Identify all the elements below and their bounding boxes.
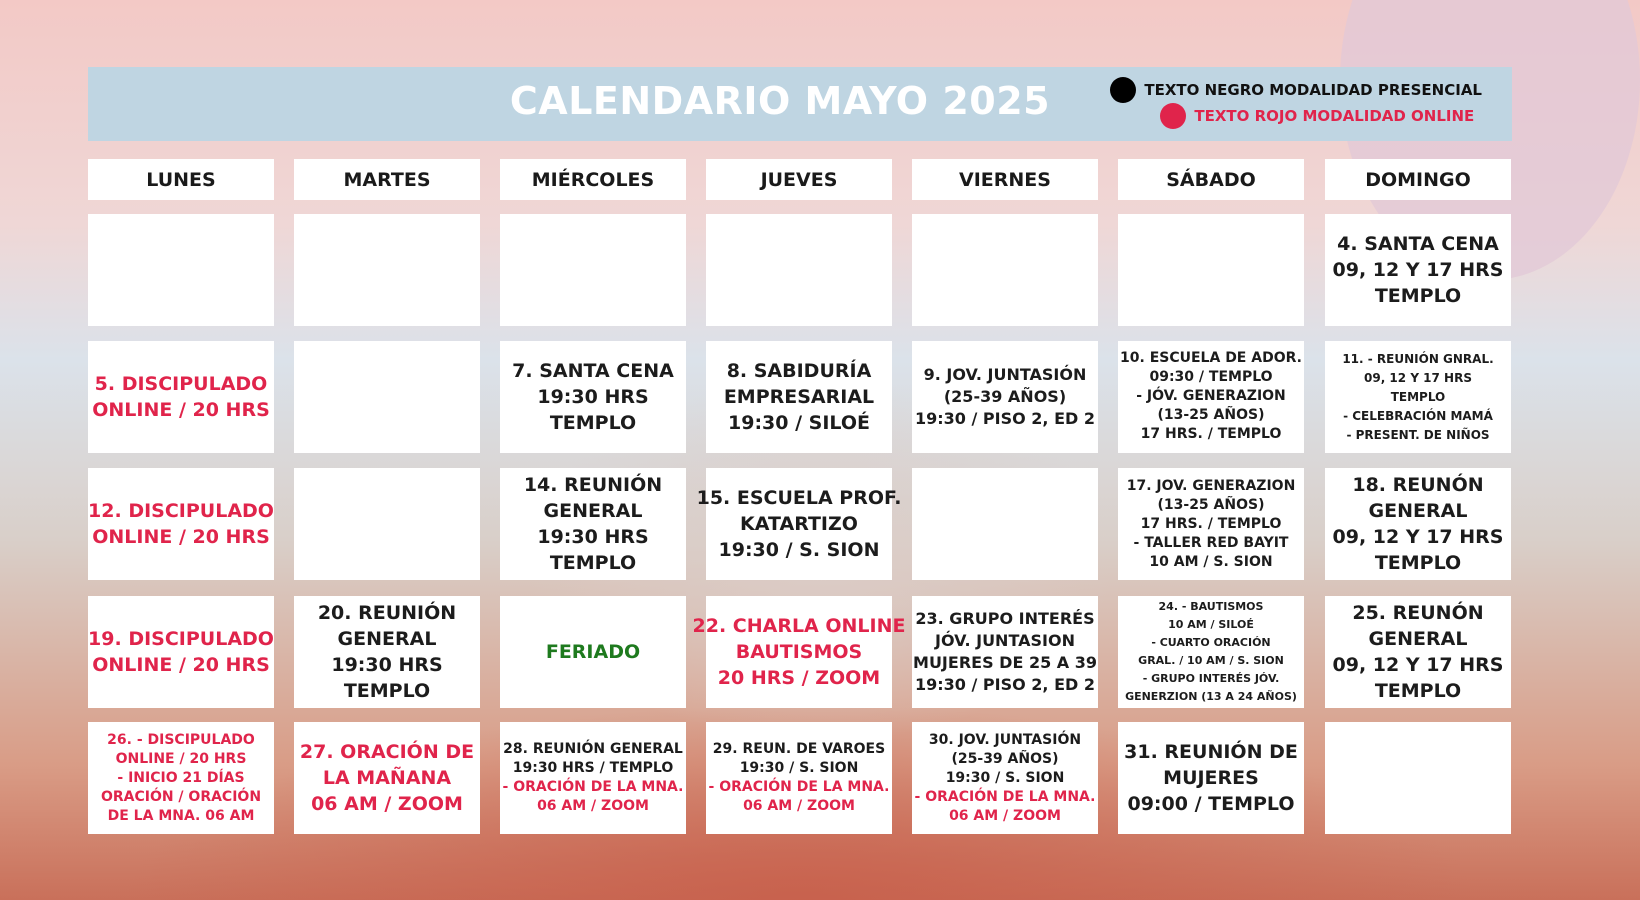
event-line: JÓV. JUNTASION: [935, 631, 1075, 650]
event-line: 19:30 / SILOÉ: [728, 412, 870, 434]
event-line: 23. GRUPO INTERÉS: [915, 609, 1095, 628]
event-line: 14. REUNIÓN: [523, 474, 663, 496]
day-cell-empty: [912, 214, 1098, 326]
event-line: TEMPLO: [1390, 389, 1446, 404]
event-line: 19:30 HRS: [537, 386, 649, 408]
event-line: - GRUPO INTERÉS JÓV.: [1142, 672, 1280, 685]
event-line: ONLINE / 20 HRS: [92, 654, 270, 676]
event-line: BAUTISMOS: [735, 641, 863, 663]
day-cell-5: [88, 341, 274, 453]
event-line: ONLINE / 20 HRS: [115, 750, 247, 767]
event-line: 19. DISCIPULADO: [88, 628, 274, 650]
legend-presencial: [1110, 77, 1482, 103]
event-line: KATARTIZO: [740, 513, 858, 535]
legend-online-text: TEXTO ROJO MODALIDAD ONLINE: [1194, 107, 1475, 125]
event-line: 28. REUNIÓN GENERAL: [503, 741, 683, 757]
calendar-title: CALENDARIO MAYO 2025: [509, 79, 1051, 123]
event-line: 24. - BAUTISMOS: [1158, 600, 1264, 613]
event-line: 20 HRS / ZOOM: [717, 667, 881, 689]
event-line: 19:30 / S. SION: [718, 539, 880, 561]
day-cell-19: [88, 596, 274, 708]
event-line: TEMPLO: [1374, 285, 1462, 307]
event-line: 15. ESCUELA PROF.: [696, 487, 902, 509]
day-cell-18: [1325, 468, 1511, 580]
event-line: 09:30 / TEMPLO: [1149, 368, 1273, 385]
event-line: (13-25 AÑOS): [1157, 406, 1265, 423]
event-line-online: 06 AM / ZOOM: [537, 798, 649, 814]
event-line: 19:30 HRS: [537, 526, 649, 548]
day-cell-empty: [1325, 722, 1511, 834]
event-line-online: 06 AM / ZOOM: [743, 798, 855, 814]
holiday-label: FERIADO: [545, 641, 641, 663]
day-cell-empty: [500, 214, 686, 326]
event-line: 17. JOV. GENERAZION: [1126, 477, 1296, 494]
day-cell-empty: [294, 214, 480, 326]
event-line: 09, 12 Y 17 HRS: [1332, 654, 1504, 676]
event-line: - INICIO 21 DÍAS: [117, 769, 245, 786]
day-cell-empty: [706, 214, 892, 326]
event-line: 17 HRS. / TEMPLO: [1140, 515, 1282, 532]
event-line: 09, 12 Y 17 HRS: [1364, 370, 1472, 385]
event-line: 19:30 / S. SION: [739, 760, 859, 776]
legend: [1110, 77, 1482, 129]
event-line: GENERZION (13 A 24 AÑOS): [1125, 690, 1297, 703]
event-line: 10 AM / S. SION: [1149, 553, 1273, 570]
event-line: GENERAL: [543, 500, 643, 522]
day-cell-7: [500, 341, 686, 453]
event-line: 19:30 HRS / TEMPLO: [512, 760, 674, 776]
event-line: 06 AM / ZOOM: [311, 793, 463, 815]
event-line: 25. REUNÓN: [1352, 602, 1484, 624]
day-header-miercoles: MIÉRCOLES: [500, 159, 686, 200]
event-line: TEMPLO: [1374, 680, 1462, 702]
event-line: 26. - DISCIPULADO: [107, 731, 255, 748]
event-line: TEMPLO: [549, 412, 637, 434]
day-cell-27: [294, 722, 480, 834]
event-line: 19:30 / PISO 2, ED 2: [915, 409, 1095, 428]
event-line: 9. JOV. JUNTASIÓN: [923, 365, 1087, 384]
event-line: 09, 12 Y 17 HRS: [1332, 259, 1504, 281]
event-line: 18. REUNÓN: [1352, 474, 1484, 496]
event-line: 19:30 / S. SION: [945, 769, 1065, 786]
day-cell-31: [1118, 722, 1304, 834]
event-line: - PRESENT. DE NIÑOS: [1346, 427, 1490, 442]
day-cell-29: [706, 722, 892, 834]
day-cell-15: [696, 468, 902, 580]
day-header-martes: MARTES: [294, 159, 480, 200]
event-line: GRAL. / 10 AM / S. SION: [1138, 654, 1284, 667]
day-cell-8: [706, 341, 892, 453]
event-line: 19:30 / PISO 2, ED 2: [915, 675, 1095, 694]
day-cell-24: [1118, 596, 1304, 708]
event-line-online: - ORACIÓN DE LA MNA.: [708, 779, 890, 795]
day-header-sabado: SÁBADO: [1118, 159, 1304, 200]
event-line: 30. JOV. JUNTASIÓN: [928, 731, 1082, 748]
event-line: GENERAL: [1368, 500, 1468, 522]
event-line-online: 06 AM / ZOOM: [949, 807, 1061, 824]
day-cell-17: [1118, 468, 1304, 580]
event-line: TEMPLO: [343, 680, 431, 702]
day-cell-empty: [1118, 214, 1304, 326]
day-cell-20: [294, 596, 480, 708]
day-cell-feriado: [500, 596, 686, 708]
event-line: (25-39 AÑOS): [943, 387, 1067, 406]
event-line: 7. SANTA CENA: [512, 360, 674, 382]
day-cell-4: [1325, 214, 1511, 326]
day-cell-26: [88, 722, 274, 834]
day-cell-23: [912, 596, 1098, 708]
day-cell-9: [912, 341, 1098, 453]
event-line: 10. ESCUELA DE ADOR.: [1120, 349, 1302, 366]
event-line: 10 AM / SILOÉ: [1168, 618, 1254, 631]
event-line: 19:30 HRS: [331, 654, 443, 676]
event-line: - CUARTO ORACIÓN: [1151, 636, 1271, 649]
event-line: 20. REUNIÓN: [317, 602, 457, 624]
event-line: TEMPLO: [549, 552, 637, 574]
day-cell-28: [500, 722, 686, 834]
day-cell-14: [500, 468, 686, 580]
black-dot-icon: [1110, 77, 1136, 103]
day-cell-empty: [912, 468, 1098, 580]
day-cell-11: [1325, 341, 1511, 453]
event-line: ORACIÓN / ORACIÓN: [100, 788, 262, 805]
event-line: ONLINE / 20 HRS: [92, 399, 270, 421]
event-line: (13-25 AÑOS): [1157, 496, 1265, 513]
day-cell-empty: [294, 468, 480, 580]
event-line: 11. - REUNIÓN GNRAL.: [1342, 351, 1494, 366]
event-line-online: - ORACIÓN DE LA MNA.: [502, 779, 684, 795]
day-header-lunes: LUNES: [88, 159, 274, 200]
event-line: 22. CHARLA ONLINE: [692, 615, 906, 637]
event-line: 17 HRS. / TEMPLO: [1140, 425, 1282, 442]
event-line: - JÓV. GENERAZION: [1136, 387, 1286, 404]
event-line: MUJERES DE 25 A 39: [913, 653, 1097, 672]
event-line: 09:00 / TEMPLO: [1127, 793, 1295, 815]
event-line: LA MAÑANA: [322, 767, 452, 789]
day-cell-empty: [294, 341, 480, 453]
event-line: 27. ORACIÓN DE: [299, 741, 475, 763]
day-cell-30: [912, 722, 1098, 834]
event-line: MUJERES: [1163, 767, 1259, 789]
event-line: GENERAL: [337, 628, 437, 650]
day-cell-25: [1325, 596, 1511, 708]
event-line: 31. REUNIÓN DE: [1124, 741, 1298, 763]
legend-presencial-text: TEXTO NEGRO MODALIDAD PRESENCIAL: [1144, 81, 1482, 99]
event-line: 09, 12 Y 17 HRS: [1332, 526, 1504, 548]
event-line: - CELEBRACIÓN MAMÁ: [1343, 408, 1493, 423]
event-line: GENERAL: [1368, 628, 1468, 650]
event-line: - TALLER RED BAYIT: [1133, 534, 1289, 551]
calendar-header: [88, 67, 1512, 141]
event-line: ONLINE / 20 HRS: [92, 526, 270, 548]
event-line: EMPRESARIAL: [723, 386, 875, 408]
day-header-viernes: VIERNES: [912, 159, 1098, 200]
day-cell-22: [692, 596, 906, 708]
day-header-domingo: DOMINGO: [1325, 159, 1511, 200]
day-header-jueves: JUEVES: [706, 159, 892, 200]
event-line: 5. DISCIPULADO: [94, 373, 268, 395]
event-line: (25-39 AÑOS): [951, 750, 1059, 767]
legend-online: [1160, 103, 1482, 129]
event-line: DE LA MNA. 06 AM: [107, 807, 255, 824]
event-line: 4. SANTA CENA: [1337, 233, 1499, 255]
event-line-online: - ORACIÓN DE LA MNA.: [914, 788, 1096, 805]
red-dot-icon: [1160, 103, 1186, 129]
day-cell-empty: [88, 214, 274, 326]
day-cell-10: [1118, 341, 1304, 453]
day-cell-12: [88, 468, 274, 580]
event-line: 12. DISCIPULADO: [88, 500, 274, 522]
event-line: 8. SABIDURÍA: [726, 360, 872, 382]
event-line: TEMPLO: [1374, 552, 1462, 574]
event-line: 29. REUN. DE VAROES: [712, 741, 886, 757]
